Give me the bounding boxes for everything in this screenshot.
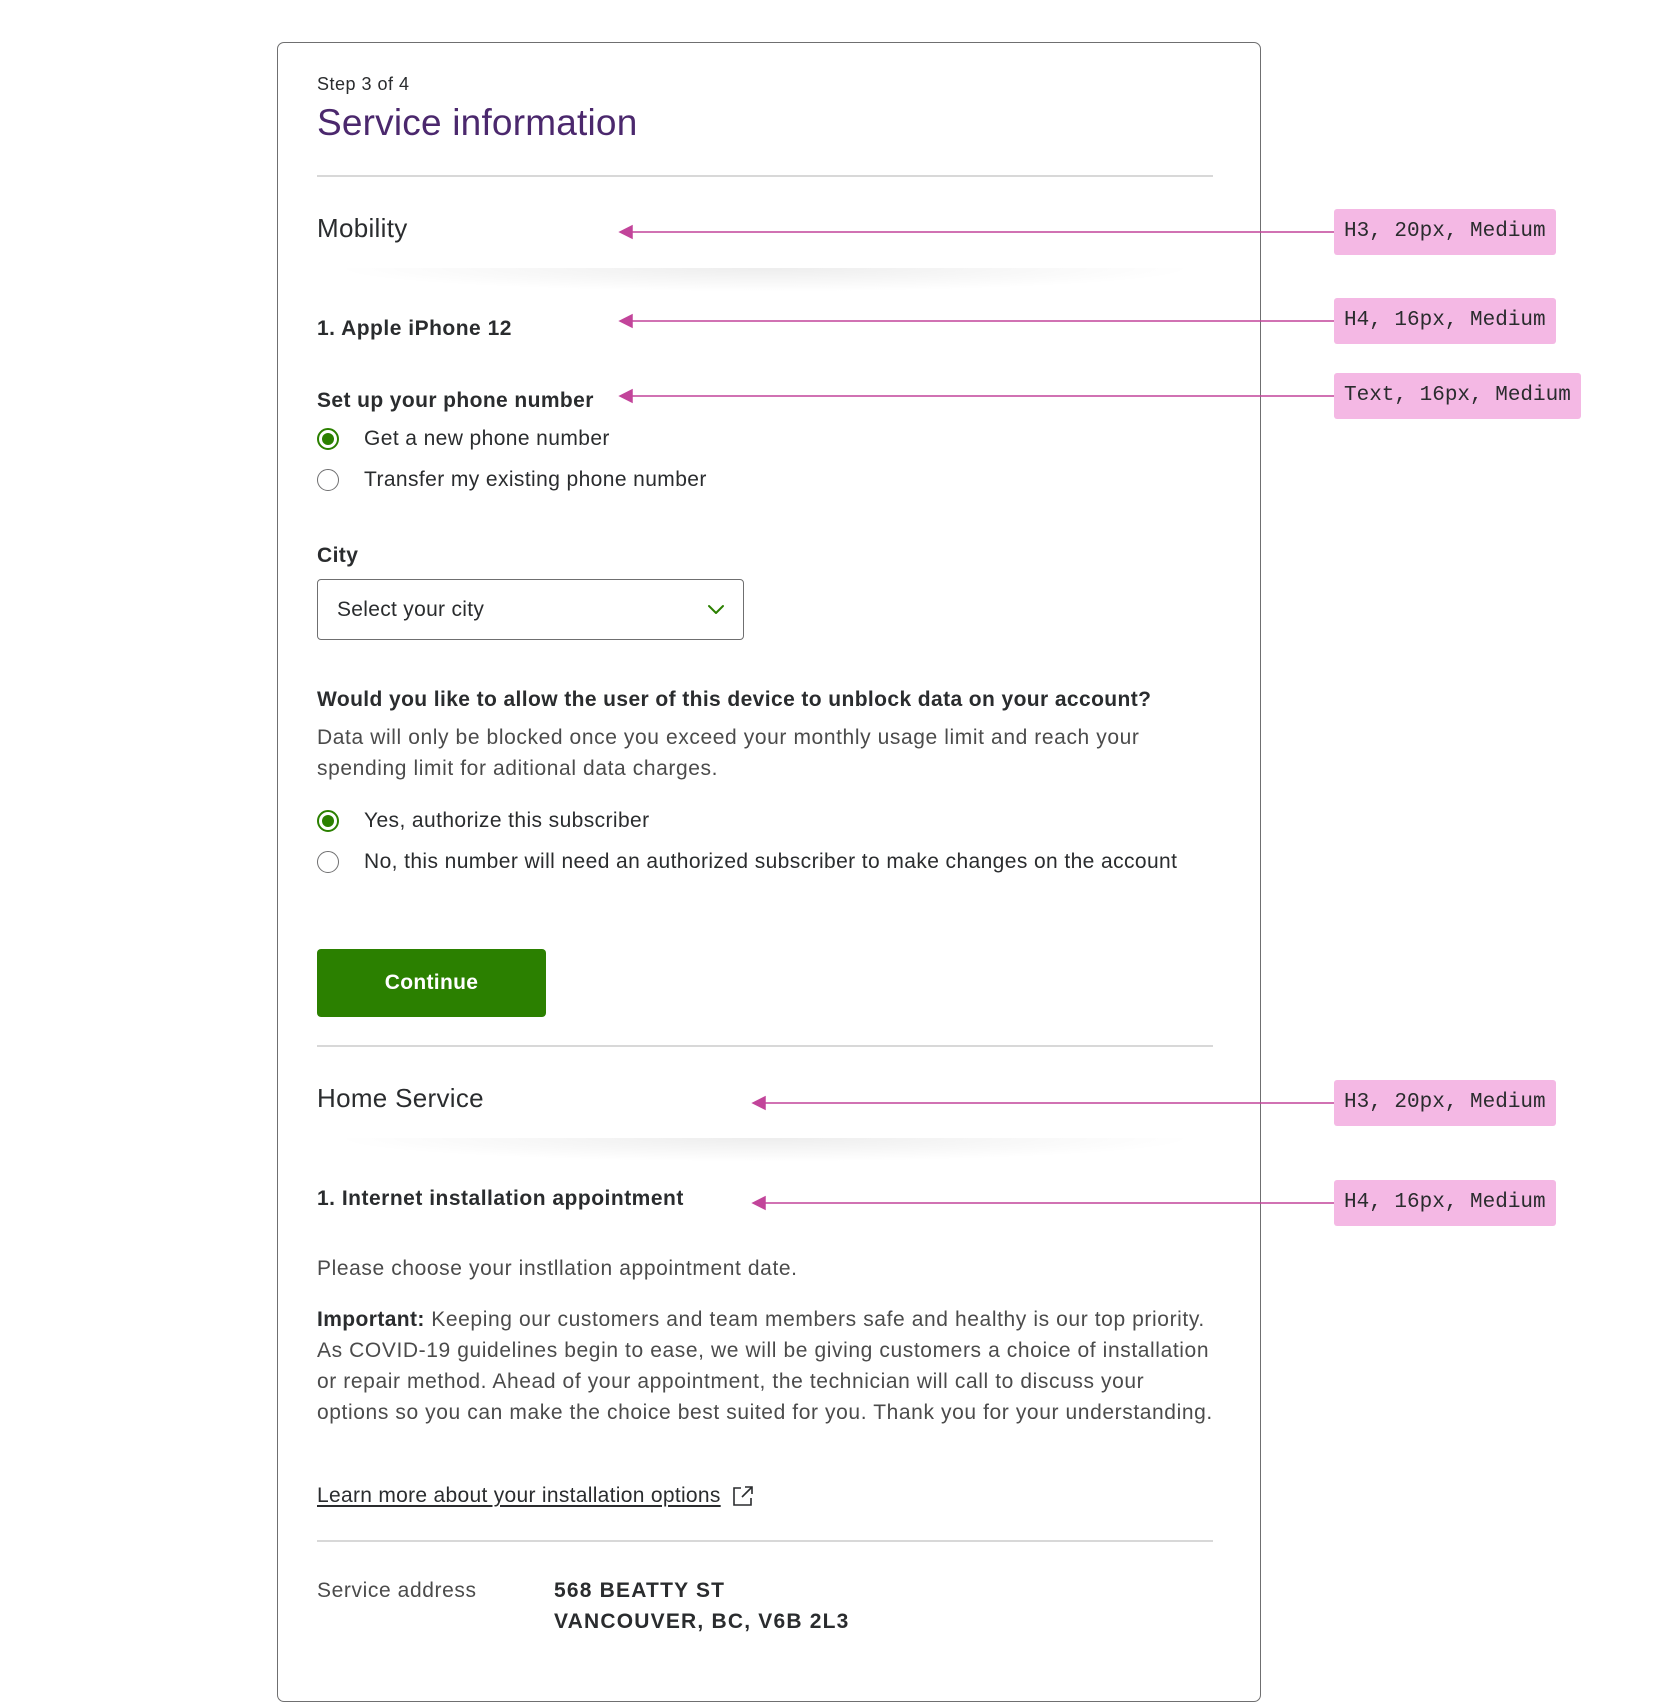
radio-label: Get a new phone number: [364, 427, 610, 450]
important-label: Important:: [317, 1308, 425, 1331]
unblock-question: Would you like to allow the user of this device to unblock data on your account?: [317, 688, 1152, 711]
radio-button-checked[interactable]: [317, 810, 339, 832]
learn-more-link[interactable]: [317, 1484, 755, 1508]
service-address-label: Service address: [317, 1579, 477, 1602]
radio-button-checked[interactable]: [317, 428, 339, 450]
service-address-line1: 568 BEATTY ST: [554, 1579, 726, 1602]
city-select-value: Select your city: [337, 597, 485, 621]
annotation-label: Text, 16px, Medium: [1334, 373, 1581, 419]
annotation-label: H3, 20px, Medium: [1334, 209, 1556, 255]
radio-authorize-yes[interactable]: [317, 806, 650, 836]
important-text: Keeping our customers and team members safe and healthy is our top priority. As COVID-19 guidelines begin to ease, we will be giving customers a choice of installation or repair method. Ahead of your appointment, the technician will call to discuss your options so you can make the choice best suited for you. Thank you for your understanding.: [317, 1308, 1213, 1424]
page-title: Service information: [317, 102, 638, 143]
radio-button[interactable]: [317, 851, 339, 873]
radio-new-number[interactable]: [317, 424, 610, 454]
radio-label: Transfer my existing phone number: [364, 468, 707, 491]
annotation-label: H4, 16px, Medium: [1334, 298, 1556, 344]
title-divider: [317, 175, 1213, 177]
radio-transfer-number[interactable]: [317, 465, 707, 495]
annotation-label: H3, 20px, Medium: [1334, 1080, 1556, 1126]
device-heading: 1. Apple iPhone 12: [317, 317, 512, 340]
address-divider: [317, 1540, 1213, 1542]
city-select[interactable]: [317, 579, 744, 640]
step-indicator: Step 3 of 4: [317, 74, 410, 94]
chevron-down-icon: [707, 600, 725, 618]
phone-setup-label: Set up your phone number: [317, 389, 594, 412]
appointment-heading: 1. Internet installation appointment: [317, 1187, 684, 1210]
radio-label: No, this number will need an authorized subscriber to make changes on the account: [364, 850, 1178, 873]
continue-button[interactable]: Continue: [317, 949, 546, 1017]
learn-more-link-text[interactable]: Learn more about your installation options: [317, 1484, 721, 1507]
home-service-heading: Home Service: [317, 1083, 484, 1113]
appointment-prompt: Please choose your instllation appointment date.: [317, 1257, 798, 1280]
city-label: City: [317, 544, 359, 567]
radio-button[interactable]: [317, 469, 339, 491]
radio-label: Yes, authorize this subscriber: [364, 809, 650, 832]
home-service-heading-shadow: [330, 1138, 1200, 1162]
section-divider: [317, 1045, 1213, 1047]
annotation-label: H4, 16px, Medium: [1334, 1180, 1556, 1226]
important-notice: [317, 1304, 1222, 1428]
mobility-heading-shadow: [330, 268, 1200, 292]
unblock-description: Data will only be blocked once you exceed your monthly usage limit and reach your spending limit for aditional data charges.: [317, 726, 1140, 780]
radio-authorize-no[interactable]: [317, 847, 1177, 877]
external-link-icon: [731, 1484, 755, 1508]
service-address-line2: VANCOUVER, BC, V6B 2L3: [554, 1610, 850, 1633]
mobility-heading: Mobility: [317, 213, 408, 243]
